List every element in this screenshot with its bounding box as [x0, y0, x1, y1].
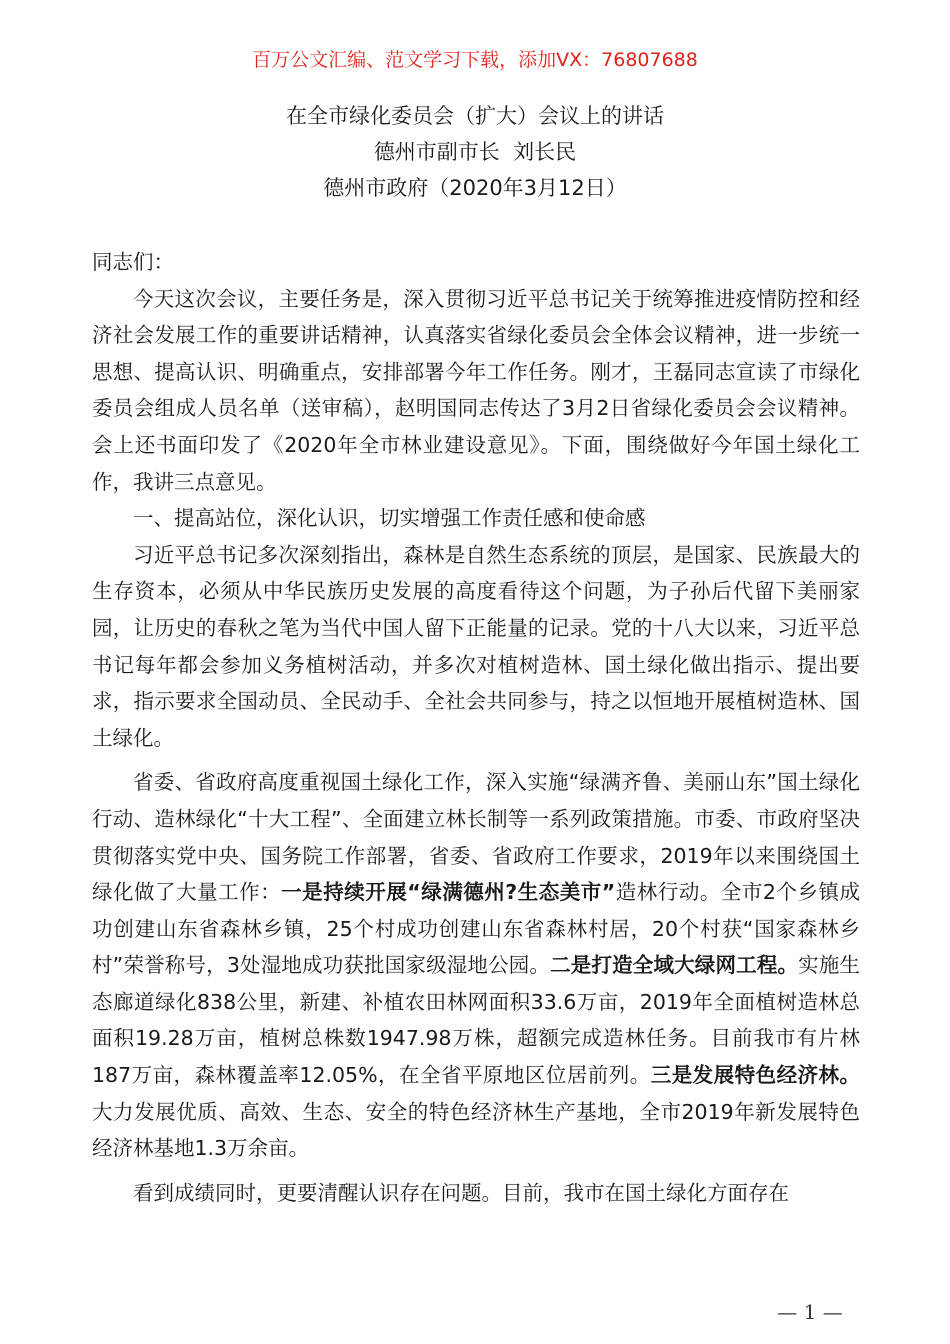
- point-two-bold: 二是打造全域大绿网工程。: [550, 953, 799, 978]
- point-one-text: 造林行动。全市2个乡镇成功创建山东省森林乡镇，25个村成功创建山东省森林村居，20个村获“国家森林乡村”荣誉称号，3处湿地成功获批国家级湿地公园。: [92, 880, 861, 978]
- speech-body: [92, 244, 860, 1211]
- point-three-text: 大力发展优质、高效、生态、安全的特色经济林生产基地，全市2019年新发展特色经济林基地1.3万余亩。: [92, 1099, 860, 1161]
- speech-title: 在全市绿化委员会（扩大）会议上的讲话: [286, 104, 664, 128]
- page-number: — 1 —: [777, 1300, 843, 1324]
- point-one-bold: 一是持续开展“绿满德州?生态美市”: [281, 880, 616, 905]
- paragraph-3: [92, 764, 860, 1167]
- date-line: 德州市政府（2020年3月12日）: [323, 176, 627, 200]
- paragraph-2: 习近平总书记多次深刻指出，森林是自然生态系统的顶层，是国家、民族最大的生存资本，必须从中华民族历史发展的高度看待这个问题，为子孙后代留下美丽家园，让历史的春秋之笔为当代中国人留下正能量的记录。党的十八大以来，习近平总书记每年都会参加义务植树活动，并多次对植树造林、国土绿化做出指示、提出要求，指示要求全国动员、全民动手、全社会共同参与，持之以恒地开展植树造林、国土绿化。: [92, 542, 860, 750]
- point-three-bold: 三是发展特色经济林。: [650, 1063, 861, 1088]
- paragraph-4: 看到成绩同时，更要清醒认识存在问题。目前，我市在国土绿化方面存在: [133, 1180, 789, 1205]
- speaker-line: 德州市副市长 刘长民: [373, 140, 577, 164]
- header-note: 百万公文汇编、范文学习下载，添加VX：76807688: [252, 49, 698, 71]
- paragraph-intro: 今天这次会议，主要任务是，深入贯彻习近平总书记关于统筹推进疫情防控和经济社会发展工作的重要讲话精神，认真落实省绿化委员会全体会议精神，进一步统一思想、提高认识、明确重点，安排部署今年工作任务。刚才，王磊同志宣读了市绿化委员会组成人员名单（送审稿），赵明国同志传达了3月2日省绿化委员会会议精神。会上还书面印发了《2020年全市林业建设意见》。下面，围绕做好今年国土绿化工作，我讲三点意见。: [92, 286, 860, 494]
- paragraph-3-intro: 省委、省政府高度重视国土绿化工作，深入实施“绿满齐鲁、美丽山东”国土绿化行动、造林绿化“十大工程”、全面建立林长制等一系列政策措施。市委、市政府坚决贯彻落实党中央、国务院工作部署，省委、省政府工作要求，2019年以来围绕国土绿化做了大量工作：: [92, 770, 860, 905]
- title-block: [0, 98, 950, 206]
- salutation: 同志们：: [92, 250, 174, 274]
- section-heading-1: 一、提高站位，深化认识，切实增强工作责任感和使命感: [133, 506, 646, 531]
- point-two-text: 实施生态廊道绿化838公里，新建、补植农田林网面积33.6万亩，2019年全面植树造林总面积19.28万亩，植树总株数1947.98万株，超额完成造林任务。目前我市有片林187万亩，森林覆盖率12.05%，在全省平原地区位居前列。: [92, 953, 861, 1088]
